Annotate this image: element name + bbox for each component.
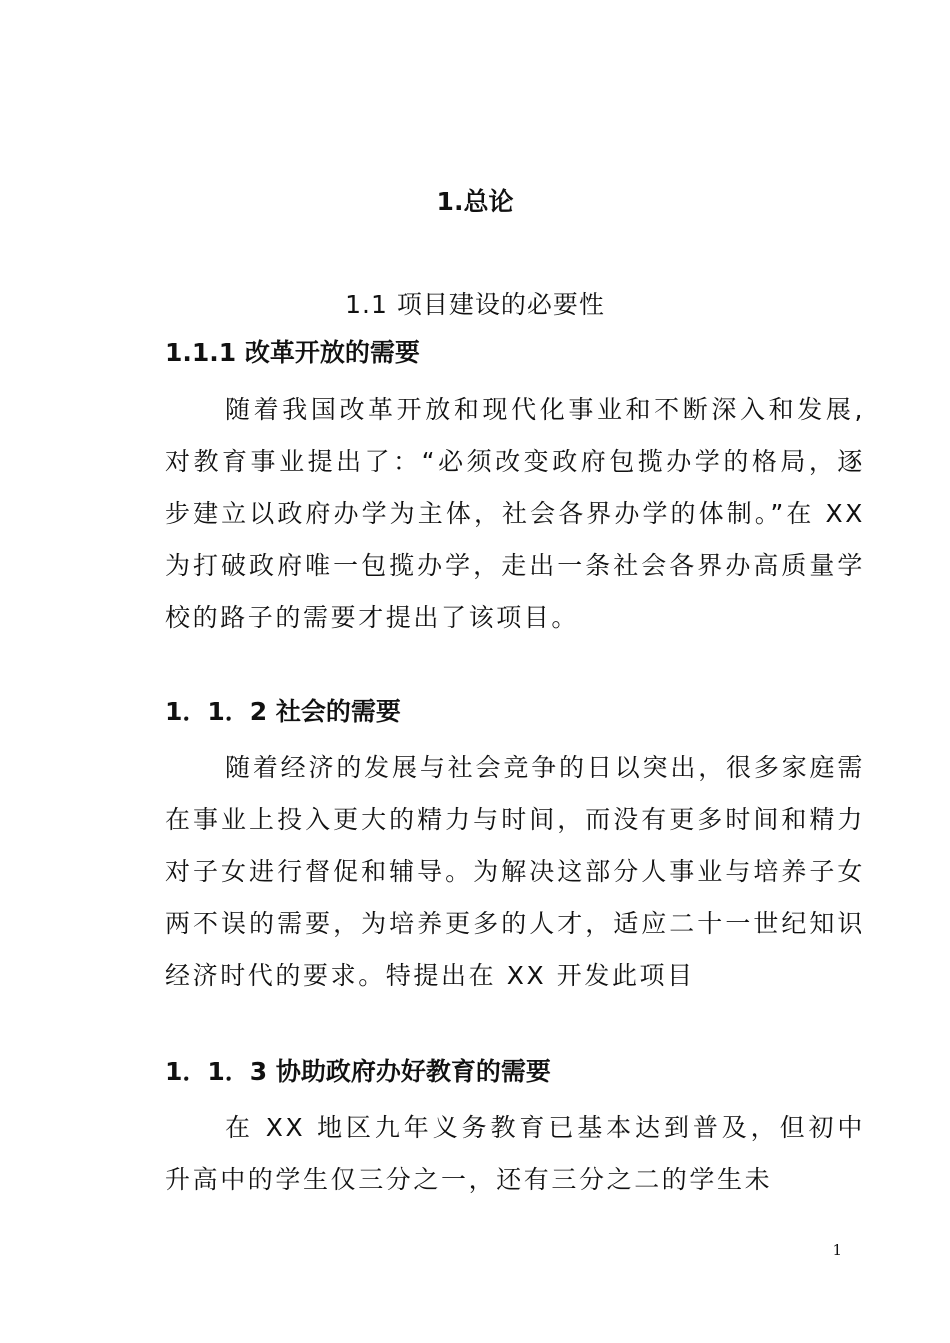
subsection-heading-3: 1．1．3 协助政府办好教育的需要: [165, 1057, 551, 1086]
subsection-heading-1: 1.1.1 改革开放的需要: [165, 338, 420, 367]
subsection-heading-2: 1．1．2 社会的需要: [165, 697, 401, 726]
paragraph-1: 随着我国改革开放和现代化事业和不断深入和发展,对教育事业提出了：“必须改变政府包揽办学的格局，逐步建立以政府办学为主体，社会各界办学的体制。”在 XX 为打破政府唯一包揽办学，走出一条社会各界办高质量学校的路子的需要才提出了该项目。: [165, 395, 865, 632]
chapter-title: 1.总论: [436, 187, 514, 216]
section-title: 1.1 项目建设的必要性: [345, 290, 605, 319]
paragraph-2: 随着经济的发展与社会竞争的日以突出，很多家庭需在事业上投入更大的精力与时间，而没有更多时间和精力对子女进行督促和辅导。为解决这部分人事业与培养子女两不误的需要，为培养更多的人才，适应二十一世纪知识经济时代的要求。特提出在 XX 开发此项目: [165, 753, 865, 990]
paragraph-3: 在 XX 地区九年义务教育已基本达到普及，但初中升高中的学生仅三分之一，还有三分之二的学生未: [165, 1113, 865, 1194]
page-number: 1: [832, 1241, 842, 1259]
